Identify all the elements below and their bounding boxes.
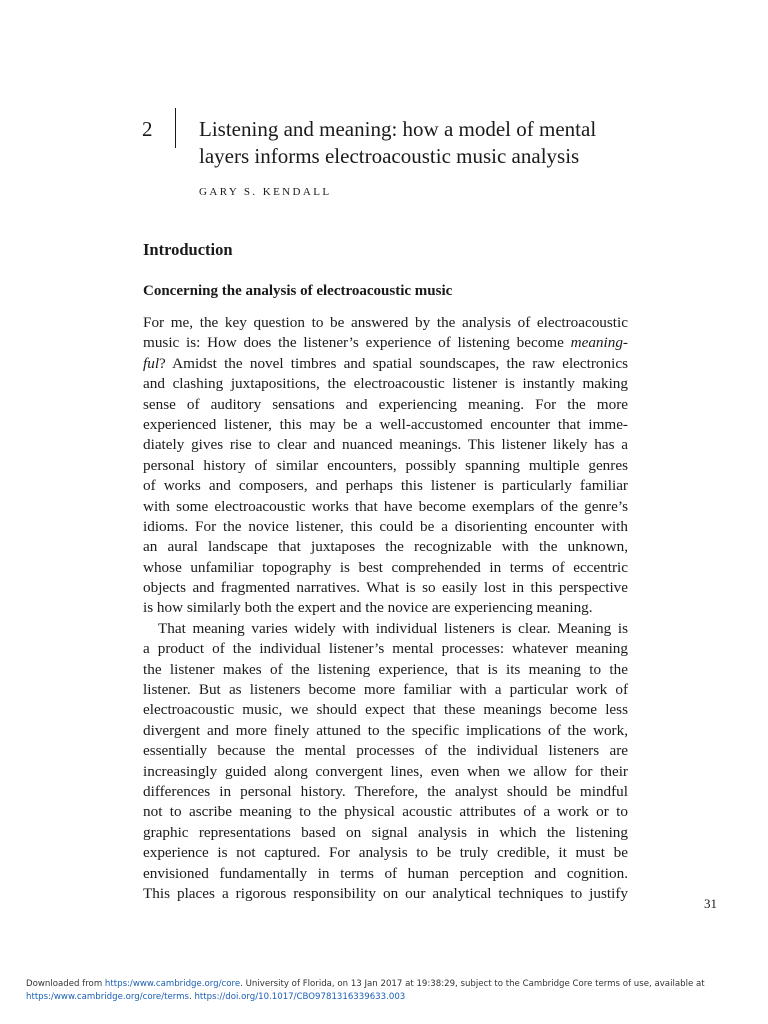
body-line: and clashing juxtapositions, the electroacoustic listener is instantly making bbox=[143, 375, 628, 393]
page-number: 31 bbox=[704, 896, 717, 911]
body-line: For me, the key question to be answered by the analysis of electroacoustic bbox=[143, 314, 628, 331]
body-line: sense of auditory sensations and experiencing meaning. For the more bbox=[143, 395, 628, 413]
body-line: an aural landscape that juxtaposes the recognizable with the unknown, bbox=[143, 538, 628, 556]
body-line: listener. But as listeners become more familiar with a particular work of bbox=[143, 681, 628, 699]
body-line: personal history of similar encounters, possibly spanning multiple genres bbox=[143, 456, 628, 474]
chapter-title-line: Listening and meaning: how a model of mental bbox=[199, 117, 597, 141]
body-line: essentially because the mental processes of the individual listeners are bbox=[143, 742, 628, 760]
body-line: with some electroacoustic works that have become exemplars of the genre’s bbox=[143, 497, 628, 515]
body-line: divergent and more finely attuned to the specific implications of the work, bbox=[143, 721, 628, 739]
body-line: diately gives rise to clear and nuanced meanings. This listener likely has a bbox=[143, 436, 628, 454]
chapter-number: 2 bbox=[142, 117, 153, 141]
body-line: envisioned fundamentally in terms of human perception and cognition. bbox=[143, 864, 628, 882]
chapter-title bbox=[199, 116, 659, 170]
body-line: whose unfamiliar topography is best comprehended in terms of eccentric bbox=[143, 558, 628, 576]
cambridge-core-link[interactable]: https:/www.cambridge.org/core bbox=[104, 979, 241, 989]
body-line: idioms. For the novice listener, this could be a disorienting encounter with bbox=[143, 517, 628, 535]
body-line: graphic representations based on signal analysis in which the listening bbox=[143, 823, 628, 841]
subsection-heading: Concerning the analysis of electroacoustic music bbox=[143, 283, 453, 299]
footer-line: https:/www.cambridge.org/core/terms. https://doi.org/10.1017/CBO9781316339633.003 bbox=[26, 992, 406, 1002]
chapter-divider bbox=[175, 108, 176, 148]
body-line: experienced listener, this may be a well-accustomed encounter that imme- bbox=[143, 415, 628, 433]
body-line: is how similarly both the expert and the novice are experiencing meaning. bbox=[143, 599, 593, 617]
body-line: not to ascribe meaning to the physical acoustic attributes of a work or to bbox=[143, 803, 628, 821]
chapter-author: GARY S. KENDALL bbox=[199, 186, 332, 198]
body-line: That meaning varies widely with individual listeners is clear. Meaning is bbox=[158, 619, 628, 637]
body-line: a product of the individual listener’s mental processes: whatever meaning bbox=[143, 640, 628, 658]
section-heading: Introduction bbox=[143, 240, 233, 259]
body-line: increasingly guided along convergent lines, even when we allow for their bbox=[143, 762, 628, 780]
body-line: ful? Amidst the novel timbres and spatial soundscapes, the raw electronics bbox=[143, 354, 628, 372]
body-text bbox=[143, 313, 628, 904]
body-line: of works and composers, and perhaps this listener is particularly familiar bbox=[143, 477, 628, 495]
body-line: experience is not captured. For analysis to be truly credible, it must be bbox=[143, 844, 628, 862]
chapter-title-line: layers informs electroacoustic music analysis bbox=[199, 144, 580, 168]
footer-line: Downloaded from https:/www.cambridge.org/core. University of Florida, on 13 Jan 2017 at 19:38:29, subject to the Cambridge Core terms of use, available at bbox=[26, 979, 705, 989]
body-line: electroacoustic music, we should expect that these meanings become less bbox=[143, 701, 628, 719]
download-footer bbox=[26, 978, 746, 1004]
body-line: differences in personal history. Therefore, the analyst should be mindful bbox=[143, 782, 628, 800]
body-line: objects and fragmented narratives. What is so easily lost in this perspective bbox=[143, 579, 628, 597]
terms-link[interactable]: https:/www.cambridge.org/core/terms bbox=[26, 992, 189, 1002]
body-line: music is: How does the listener’s experience of listening become meaning- bbox=[143, 334, 628, 352]
doi-link[interactable]: https://doi.org/10.1017/CBO9781316339633.003 bbox=[194, 992, 406, 1002]
body-line: the listener makes of the listening experience, that is its meaning to the bbox=[143, 660, 628, 678]
body-line: This places a rigorous responsibility on our analytical techniques to justify bbox=[143, 884, 628, 902]
